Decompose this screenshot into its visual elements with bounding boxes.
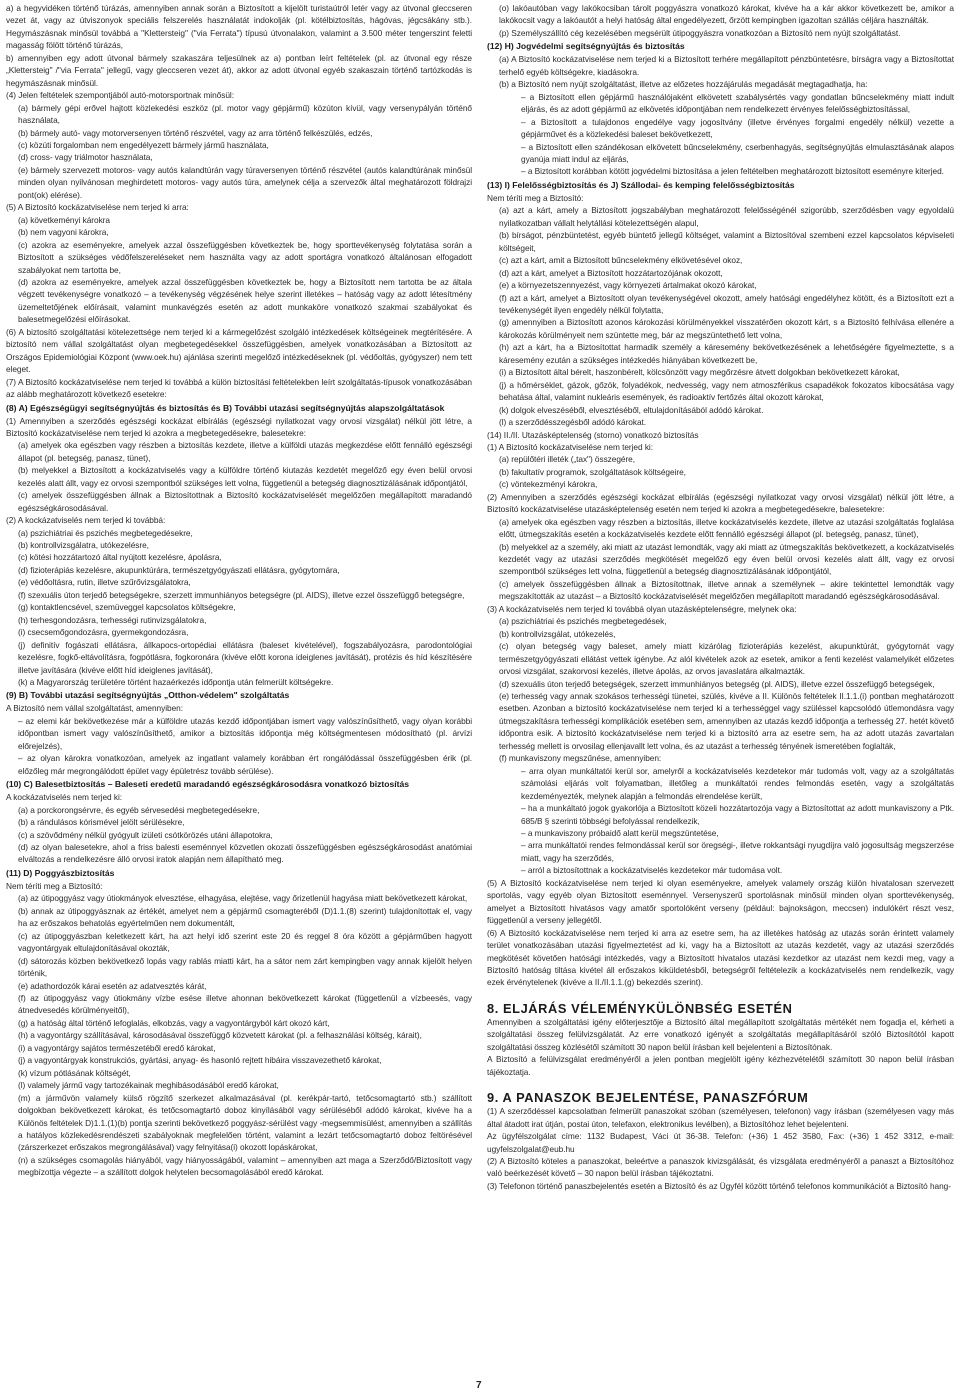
paragraph: (d) cross- vagy triálmotor használata,: [18, 152, 153, 163]
paragraph: – az elemi kár bekövetkezése már a külföldre utazás kezdő időpontjában ismert vagy valószínűsíthető, vagy olyan korábbi időpontban ismert vagy valószínűsíthető, amikor a biztosítás időpontja még költségmentesen módosítható (pl. árvízi előrejelzés),: [18, 715, 472, 751]
paragraph: (c) vöntekezményi károkra,: [499, 479, 598, 490]
paragraph: (i) a Biztosított által bérelt, haszonbérelt, kölcsönzött vagy megőrzésre átvett dolgokban bekövetkezett károkat,: [499, 367, 900, 378]
paragraph: – a Biztosított a tulajdonos engedélye vagy jogosítvány (illetve érvényes forgalmi engedély nélkül) vezette a gépjárművet és a közlekedési baleset bekövetkezett,: [521, 116, 954, 140]
paragraph: (l) valamely jármű vagy tartozékainak meghibásodásából eredő károkat,: [18, 1080, 279, 1091]
section-heading: (13) I) Felelősségbiztosítás és J) Szállodai- és kemping felelősségbiztosítás: [487, 179, 795, 190]
paragraph: a) a hegyvidéken történő túrázás, amennyiben annak során a Biztosított a kijelölt turistaútról letér vagy az útvonal gleccseren vezet át, vagy az útviszonyok speciális felszerelés használatát indokolják (pl. kötélbiztosítás, hágóvas, jégcsákány stb.). Hegymászásnak minősül továbbá a "Klettersteig" ("via Ferrata") típusú útvonalakon, valamint a 3.500 méter tengerszint feletti magasság fölött történő túrázás,: [6, 3, 472, 51]
paragraph: (d) az olyan balesetekre, ahol a friss balesti eseménnyel közvetlen okozati összefüggésben egészségkárosodást anatómiai elváltozás a rendelkezésre álló orvosi iratok alapján nem állapítható meg.: [18, 842, 472, 865]
paragraph: (k) vízum pótlásának költségét,: [18, 1067, 131, 1078]
paragraph: (o) lakóautóban vagy lakókocsiban tárolt poggyászra vonatkozó károkat, kivéve ha a kár akkor következett be, amikor a lakókocsit vagy a lakóautót a helyi hatóság által engedélyezett, őrzött kempingben igazoltan szállás céljára használták.: [499, 3, 954, 26]
paragraph: (g) kontaktlencsével, szemüveggel kapcsolatos költségekre,: [18, 602, 236, 613]
paragraph: (c) azt a kárt, amit a Biztosított bűncselekmény elkövetésével okoz,: [499, 255, 743, 266]
paragraph: A Biztosító nem vállal szolgáltatást, amennyiben:: [6, 703, 183, 714]
paragraph: (c) az útipoggyászban keletkezett kárt, ha azt helyi idő szerint este 20 és reggel 8 óra között a gépjárműben hagyott vagyontárgyak eltulajdonításával okozták,: [18, 930, 472, 954]
paragraph: (d) szexuális úton terjedő betegségek, szerzett immunhiányos betegség (pl. AIDS), illetve ezzel összefüggő betegségek,: [499, 678, 935, 689]
paragraph: (e) adathordozók kárai esetén az adatvesztés kárát,: [18, 980, 207, 991]
paragraph: A Biztosító a felülvizsgálat eredményéről a jelen pontban megjelölt igény kézhezvételétől számított 30 napon belül írásban tájékoztatja.: [487, 1054, 954, 1077]
paragraph: (a) pszichiátriai és pszichés megbetegedésekre,: [18, 527, 193, 538]
paragraph: (b) a Biztosító nem nyújt szolgáltatást, illetve az előzetes hozzájárulás megadását megtagadhatja, ha:: [499, 79, 868, 90]
paragraph: (b) kontrollvizsgálat, utókezelés,: [499, 628, 616, 639]
paragraph: (b) melyekkel a Biztosított a kockázatviselés vagy a külföldre történő kiutazás kezdetét megelőző egy éven belül orvosi kezelés alatt állt, vagy ez orvosi szempontból szükséges lett volna, függetlenül a betegség diagnosztizálásának időpontjától,: [18, 465, 472, 488]
paragraph: (5) A Biztosító kockázatviselése nem terjed ki arra:: [6, 202, 189, 213]
paragraph: (2) A Biztosító köteles a panaszokat, beleértve a panaszok kivizsgálását, és vizsgálata eredményéről a panaszt a Biztosítóhoz való beérkezését követő – 30 napon belül írásban tájékoztatni.: [487, 1155, 954, 1179]
paragraph: – arról a biztosítottnak a kockázatviselés kezdetekor már tudomása volt.: [521, 865, 783, 876]
paragraph: (3) Telefonon történő panaszbejelentés esetén a Biztosító és az Ügyfél között történő telefonos kommunikációt a Biztosító hang-: [487, 1180, 951, 1191]
paragraph: (g) a hatóság által történő lefoglalás, elkobzás, vagy a vagyontárgyból kárt okozó kárt,: [18, 1017, 330, 1028]
paragraph: (3) A kockázatviselés nem terjed ki továbbá olyan utazásképtelenségre, melynek oka:: [487, 603, 797, 614]
paragraph: (d) azt a kárt, amelyet a Biztosított hozzátartozójának okozott,: [499, 267, 723, 278]
paragraph: (2) Amennyiben a szerződés egészségi kockázat elbírálás (egészségi nyilatkozat vagy orvosi vizsgálat) nélkül jött létre, a Biztosító kockázatviselése utazásképtelenség esetén nem terjed ki azokra a megbetegedésekre, balesetekre:: [487, 491, 954, 515]
paragraph: (a) bármely gépi erővel hajtott közlekedési eszköz (pl. motor vagy gépjármű) közúton kívül, vagy versenypályán történő használata,: [18, 102, 472, 126]
paragraph: (e) terhesség vagy annak szokásos terhességi tünetei, szülés, kivéve a II. Különös feltételek II.1.1.(i) pontban meghatározott esetben. Azonban a biztosító kockázatviselése nem terjed ki a terhességgel vagy szüléssel kapcsolódó útlemondásra vagy útmegszakításra terhességi komplikációk esetében sem, amennyiben az utazás kezdő időpontja a terhesség 27. hetét követő időpontra esik. A biztosító kockázatviselése nem terjed ki a biztosító arra az esetre sem, ha az adott utazás zavartalan terhesség mellett is orvosilag ellenjavallt lett volna, és az utazást a terhesség tényének ismeretében foglalták,: [499, 691, 954, 751]
paragraph: b) amennyiben egy adott útvonal bármely szakaszára teljesülnek az a) pontban leírt feltételek (pl. az útvonal egy része „Klettersteig" /"via Ferrata" jellegű, vagy gleccseren vezet át), akkor az adott útvonal egyéb szakaszain történő tartózkodás is hegymászásnak minősül.: [6, 52, 472, 88]
paragraph: – a Biztosított korábban kötött jogvédelmi biztosítása a jelen feltételben meghatározott biztosított eseményre kiterjed.: [521, 166, 944, 177]
paragraph: (6) A Biztosító kockázatviselése nem terjed ki arra az esetre sem, ha az illetékes hatóság az utazás során érintett valamely terület vonatkozásában utazási figyelmeztetést ad ki, vagy ha a Biztosított az utazás kezdetét, vagy az utazási szerződés megkötését követően hatósági intézkedés, vagy a Biztosított hivatalos utazási kezdetkor az utazást nem kezdi meg, vagy a Biztosító hatóság tiltása kivétel áll erőszakos kiküldetésből, betegségről feltételezik a kockázatviselés nem rendelkezik, vagy ezek érvénytelenek (kivéve a II./II.1.1.(g) bekezdés szerint).: [487, 927, 954, 988]
paragraph: (k) dolgok elveszéséből, elvesztéséből, eltulajdonításából adódó károkat.: [499, 404, 764, 415]
paragraph: Nem téríti meg a Biztosító:: [487, 192, 584, 203]
paragraph: (a) amelyek oka egészben vagy részben a biztosítás kezdete, illetve a külföldi utazás megkezdése előtt fennálló egészségi állapot (pl. betegség, panasz, tünet),: [18, 440, 472, 463]
paragraph: (h) azt a kárt, ha a Biztosítottat harmadik személy a káresemény bekövetkezésének a lehetőségére figyelmeztette, s a káresemény ezután a szükséges intézkedés hiányában következett be,: [499, 342, 954, 365]
paragraph: (c) a szövődmény nélkül gyógyult izületi csótkörözés utáni állapotokra,: [18, 829, 273, 840]
paragraph: – arra olyan munkáltatói kerül sor, amelyről a kockázatviselés kezdetekor már tudomás volt, vagy az a szolgáltatás számolási eljárás volt folyamatban, illetőleg a munkáltatói rendes felmondás esetén, vagy a szolgáltatás kezdeményezték, melynek alapján a felmondás elrendelése került,: [521, 765, 954, 801]
paragraph: (b) kontrollvizsgálatra, utókezelésre,: [18, 540, 149, 551]
paragraph: (j) a hőmérséklet, gázok, gőzök, folyadékok, nedvesség, vagy nem atmoszférikus csapadékok fokozatos kibocsátása vagy behatása által, valamint nukleáris események, és radioaktív fertőzés által okozott károkat,: [499, 379, 954, 403]
paragraph: Az ügyfélszolgálat címe: 1132 Budapest, Váci út 36-38. Telefon: (+36) 1 452 3580, Fax: (+36) 1 452 3312, e-mail: ugyfelszolgalat@eub.hu: [487, 1131, 954, 1154]
paragraph: (j) a vagyontárgyak konstrukciós, gyártási, anyag- és hasonló rejtett hibáira visszavezethető károkat,: [18, 1055, 382, 1066]
paragraph: (b) melyekkel az a személy, aki miatt az utazást lemondták, vagy aki miatt az útmegszakítás bekövetkezett, a kockázatviselés kezdetét vagy az utazási szerződés megkötését megelőző egy éven belül orvosi kezelés alatt állt, vagy ez orvosi szempontból szükséges lett volna, függetlenül a betegség diagnosztizálásának időpontjától,: [499, 541, 954, 577]
paragraph: (n) a szükséges csomagolás hiányából, vagy hiányosságából, valamint – amennyiben azt maga a Szerződő/Biztosított vagy megbízottja végezte – a szállított dolgok helytelen becsomagolásából eredő károkat.: [18, 1154, 472, 1178]
paragraph: (b) nem vagyoni károkra,: [18, 227, 109, 238]
paragraph: (g) amennyiben a Biztosított azonos károkozási körülményekkel visszatérően okozott kárt, s a Biztosító felhívása ellenére a károkozás körülményeit nem szüntette meg, bár az megszüntethető lett volna,: [499, 317, 954, 340]
paragraph: (1) A szerződéssel kapcsolatban felmerült panaszokat szóban (személyesen, telefonon) vagy írásban (személyesen vagy más által átadott irat útján, postai úton, telefaxon, elektronikus levélben), a Biztosítóhoz lehet bejelenteni.: [487, 1106, 954, 1129]
paragraph: (i) csecsemőgondozásra, gyermekgondozásra,: [18, 627, 189, 638]
section-heading: (9) B) További utazási segítségnyújtás „Otthon-védelem" szolgáltatás: [6, 690, 290, 701]
paragraph: (c) közúti forgalomban nem engedélyezett bármely jármű használata,: [18, 139, 269, 150]
paragraph: Amennyiben a szolgáltatási igény előterjesztője a Biztosító által megállapított szolgáltatás mértékét nem fogadja el, kérheti a szolgáltatási összeg felülvizsgálatát. Az erre vonatkozó igényét a szolgáltatás megállapításáról szóló Biztosítótól kapott szolgáltatási összeg közlésétől számított 30 napon belül írásban kell bejelenteni a Biztosítónak.: [487, 1016, 954, 1052]
page-number: 7: [476, 1380, 482, 1391]
paragraph: (f) szexuális úton terjedő betegségekre, szerzett immunhiányos betegségre (pl. AIDS), illetve ezzel összefüggő betegségre,: [18, 589, 465, 600]
paragraph: (i) a vagyontárgy sajátos természetéből eredő károkat,: [18, 1042, 216, 1053]
paragraph: (a) repülőtéri illeték („tax") összegére,: [499, 454, 635, 465]
paragraph: (f) azt a kárt, amelyet a Biztosított olyan tevékenységével okozott, amely hatósági engedélyhez kötött, és a Biztosított ezt a tevékenységét ilyen engedély nélkül folytatta,: [499, 292, 954, 315]
paragraph: (p) Személyszállító cég kezelésében megsérült útipoggyászra vonatkozóan a Biztosító nem nyújt szolgáltatást.: [499, 27, 901, 38]
paragraph: (f) munkaviszony megszűnése, amennyiben:: [499, 753, 662, 764]
paragraph: – arra munkáltatói rendes felmondással kerül sor öregségi-, illetve rokkantsági nyugdíjra való jogosultság megszerzése miatt, vagy ha szerződés,: [521, 840, 954, 863]
section-heading: (12) H) Jogvédelmi segítségnyújtás és biztosítás: [487, 41, 685, 52]
paragraph: (b) bírságot, pénzbüntetést, egyéb büntető jellegű költséget, valamint a Biztosítóval szembeni ezzel kapcsolatos képviseleti költségeit,: [499, 230, 954, 253]
section-heading: (10) C) Balesetbiztosítás – Baleseti eredetű maradandó egészségkárosodásra vonatkozó biztosítás: [6, 779, 410, 790]
paragraph: (h) a vagyontárgy szállításával, károsodásával összefüggő közvetett károkat (pl. a felhasználási költség, kárait),: [18, 1030, 422, 1041]
paragraph: (5) A Biztosító kockázatviselése nem terjed ki olyan eseményekre, amelyek valamely ország külön hivatalosan szervezett sportolás, vagy egyéb olyan Biztosított eseménnyel. Versenyszerű sportolásnak minősül minden olyan sporttevékenység, amelyet a Biztosított hivatásos vagy amatőr sportolóként verseny (például: bajnokságon, meccsen) indulókért részt vesz, függetlenül a verseny jellegétől.: [487, 877, 954, 926]
paragraph: (a) amelyek oka egészben vagy részben a biztosítás, illetve kockázatviselés kezdete, illetve az utazási szolgáltatás foglalása előtt, útmegszakítás esetén a kockázatviselés kezdete előtt fennálló egészségi állapot (pl. betegség, panasz, tünet),: [499, 516, 954, 540]
paragraph: (m) a járművön valamely külső rögzítő szerkezet alkalmazásával (pl. kerékpár-tartó, tetőcsomagtartó stb.) szállított dolgokban bekövetkezett károkat, és tetőcsomagtartó doboz kinyílásából vagy sérüléséből adódó károkat, kivéve ha a Különös feltételek D)1.1.(1)(b) pontja szerinti bekövetkező poggyász-sérülést vagy -megsemmisülést, amennyiben a szállítás a hatályos közlekedésrendészeti szabályoknak megfelelően történt, valamint a lezárt tetőcsomagtartó doboz feltörésével (zárszerkezet erőszakos megrongálásával) vagy felnyitása(i) okozott lopáskárokat,: [18, 1092, 472, 1153]
paragraph: (e) védőoltásra, rutin, illetve szűrővizsgálatokra,: [18, 577, 191, 588]
paragraph: (2) A kockázatviselés nem terjed ki továbbá:: [6, 515, 166, 526]
paragraph: (f) az útipoggyász vagy útiokmány vízbe esése illetve ahonnan bekövetkezett károkat (függetlenül a vízbeesés, vagy átnedvesedés körülményeitől),: [18, 992, 472, 1016]
paragraph: (1) Amennyiben a szerződés egészségi kockázat elbírálás (egészségi nyilatkozat vagy orvosi vizsgálat) nélkül jött létre, a Biztosító kockázatviselése nem terjed ki azokra a megbetegedésekre, balesetekre:: [6, 415, 472, 438]
paragraph: (4) Jelen feltételek szempontjából autó-motorsportnak minősül:: [6, 90, 234, 101]
paragraph: (c) amelyek összefüggésben állnak a Biztosítottnak a Biztosító kockázatviselését megelőzően megállapított maradandó egészségkárosodásával.: [18, 490, 472, 513]
paragraph: (k) a Magyarország területére történt hazaérkezés időpontja után felmerült költségekre.: [18, 677, 334, 688]
section-heading: (8) A) Egészségügyi segítségnyújtás és biztosítás és B) További utazási segítségnyújtás alapszolgáltatások: [6, 402, 445, 413]
chapter-heading: 8. ELJÁRÁS VÉLEMÉNYKÜLÖNBSÉG ESETÉN: [487, 1000, 793, 1016]
paragraph: (c) amelyek összefüggésben állnak a Biztosítottnak, illetve annak a személynek – akire tekintettel lemondták vagy megszakították az utazást – a Biztosító kockázatviselését megelőzően megállapított maradandó egészségkárosodásával.: [499, 578, 954, 602]
paragraph: (d) fizioterápiás kezelésre, akupunktúrára, természetgyógyászati ellátásra, gyógytornára,: [18, 564, 340, 575]
chapter-heading: 9. A PANASZOK BEJELENTÉSE, PANASZFÓRUM: [487, 1090, 809, 1106]
paragraph: – az olyan károkra vonatkozóan, amelyek az ingatlant valamely korábban ért rongálódással összefüggésben érik (pl. előzőleg már megrongálódott épület vagy épületrész tovább sérülése).: [18, 753, 472, 776]
section-heading: (11) D) Poggyászbiztosítás: [6, 867, 115, 878]
paragraph: A kockázatviselés nem terjed ki:: [6, 792, 122, 803]
paragraph: (7) A Biztosító kockázatviselése nem terjed ki továbbá a külön biztosítási feltételekben leírt szolgáltatás-típusok vonatkozásában az alább meghatározott következő esetekre:: [6, 376, 472, 400]
paragraph: (a) azt a kárt, amely a Biztosított jogszabályban meghatározott felelősségénél szigorúbb, szerződésben vagy egyoldalú nyilatkozatban vállalt helytállási kötelezettségén alapul,: [499, 205, 954, 228]
paragraph: (d) sátorozás közben bekövetkező lopás vagy rablás miatti kárt, ha a sátor nem zárt kempingben vagy annak kijelölt helyen történik,: [18, 955, 472, 979]
paragraph: (1) A Biztosító kockázatviselése nem terjed ki:: [487, 441, 653, 452]
paragraph: (e) a környezetszennyezést, vagy környezeti ártalmakat okozó károkat,: [499, 280, 757, 291]
paragraph: (a) A Biztosító kockázatviselése nem terjed ki a Biztosított terhére megállapított pénzbüntetésre, bírságra vagy a Biztosítottat terhelő egyéb költségekre, kiadásokra.: [499, 54, 954, 77]
paragraph: (6) A biztosító szolgáltatási kötelezettsége nem terjed ki a kármegelőzést szolgáló intézkedések költségeinek megtérítésére. A biztosító nem vállal szolgáltatást olyan megbetegedésekkel összefüggésben, amelyek vonatkozásában a Biztosított az Országos Epidemiológiai Központ (www.oek.hu) ajánlása szerinti megelőző intézkedéseknek (pl. védőoltás, gyógyszer) nem tett eleget.: [6, 326, 472, 375]
paragraph: Nem téríti meg a Biztosító:: [6, 880, 103, 891]
paragraph: – ha a munkáltató jogok gyakorlója a Biztosított közeli hozzátartozója vagy a Biztosítottat az adott munkaviszony a Ptk. 685/B § szerinti többségi befolyással rendelkezik,: [521, 803, 954, 826]
paragraph: (h) terhesgondozásra, terhességi rutinvizsgálatokra,: [18, 614, 207, 625]
paragraph: (d) azokra az eseményekre, amelyek azzal összefüggésben következtek be, hogy a Biztosított nem tartotta be az általa végzett tevékenységre vonatkozó – a tevékenység végzésének helye szerint illetékes – hatóság vagy az adott létesítmény üzemeltetőjének előírásait, valamint munkavégzés esetén az adott munkaköre vonatkozó szakmai szabályokat és balesetmegelőzési előírásokat.: [18, 276, 472, 325]
paragraph: (b) a rándulásos kórismével jelölt sérülésekre,: [18, 817, 185, 828]
paragraph: (e) bármely szervezett motoros- vagy autós kalandtúrán vagy túraversenyen történő részvétel (autós kalandtúrának minősül minden olyan nyilvánosan meghirdetett motoros- vagy autós túra, amelynek célja a szervezők által meghatározott földrajzi pont(ok) elérése).: [18, 164, 472, 200]
paragraph: (c) azokra az eseményekre, amelyek azzal összefüggésben következtek be, hogy sporttevékenység folytatása során a Biztosított a szükséges védőfelszereléseket nem használta vagy az adott sportágra vonatkozó általánosan elfogadott szabályokat nem tartotta be,: [18, 239, 472, 275]
paragraph: (a) a porckorongsérvre, és egyéb sérvesedési megbetegedésekre,: [18, 804, 260, 815]
left-column: [6, 2, 472, 1179]
paragraph: (c) olyan betegség vagy baleset, amely miatt kizárólag fizioterápiás kezelést, akupunktúrát, gyógytornát vagy természetgyógyászati ellátást vettek igénybe. Az alól kivételek azok az esetek, amikor a fenti kezelést valamelyikét előzetes orvosi vizsgálat, szakorvosi kezelés, illetve ápolás, az orvos javaslatára alkalmazták.: [499, 641, 954, 677]
paragraph: (a) pszichiátriai és pszichés megbetegedések,: [499, 616, 667, 627]
paragraph: (b) annak az útipoggyásznak az értékét, amelyet nem a gépjármű csomagteréből (D)1.1.(8) szerint) tulajdonítottak el, vagy ha az erőszakos behatolás egyértelműen nem dokumentált,: [18, 905, 472, 929]
paragraph: (a) az útipoggyász vagy útiokmányok elvesztése, elhagyása, elejtése, vagy őrizetlenül hagyása miatt bekövetkezett károkat,: [18, 893, 468, 904]
paragraph: – a Biztosított ellen szándékosan elkövetett bűncselekmény, cserbenhagyás, segítségnyújtás elmulasztásának alapos gyanúja miatt indul az eljárás,: [521, 141, 954, 164]
paragraph: (l) a szerződésszegésből adódó károkat.: [499, 417, 647, 428]
paragraph: – a Biztosított ellen gépjármű használójaként elkövetett szabálysértés vagy gondatlan bűncselekmény miatt indult eljárás, és az adott gépjármű az elkövetés időpontjában nem rendelkezett érvényes felelősségbiztosítással,: [521, 91, 954, 115]
paragraph: (a) követkeményi károkra: [18, 214, 110, 225]
right-column: [487, 2, 954, 1192]
paragraph: (b) bármely autó- vagy motorversenyen történő részvétel, vagy az arra történő felkészülés, edzés,: [18, 127, 373, 138]
paragraph: (j) definitív fogászati ellátásra, állkapocs-ortopédiai ellátásra (baleset kivételével), fogszabályozásra, parodontológiai kezelésre, fogkő-eltávolításra, fogpótlásra, fogkoronára (kivéve előtt korona ideiglenes javítását), protézis és híd készítésére illetve javítására (kivéve előtt híd ideiglenes javítását),: [18, 639, 472, 675]
paragraph: (c) kötési hozzátartozó által nyújtott kezelésre, ápolásra,: [18, 552, 222, 563]
paragraph: (14) II./II. Utazásképtelenség (storno) vonatkozó biztosítás: [487, 429, 699, 440]
paragraph: – a munkaviszony próbaidő alatt kerül megszüntetése,: [521, 828, 719, 838]
paragraph: (b) fakultatív programok, szolgáltatások költségeire,: [499, 466, 686, 477]
